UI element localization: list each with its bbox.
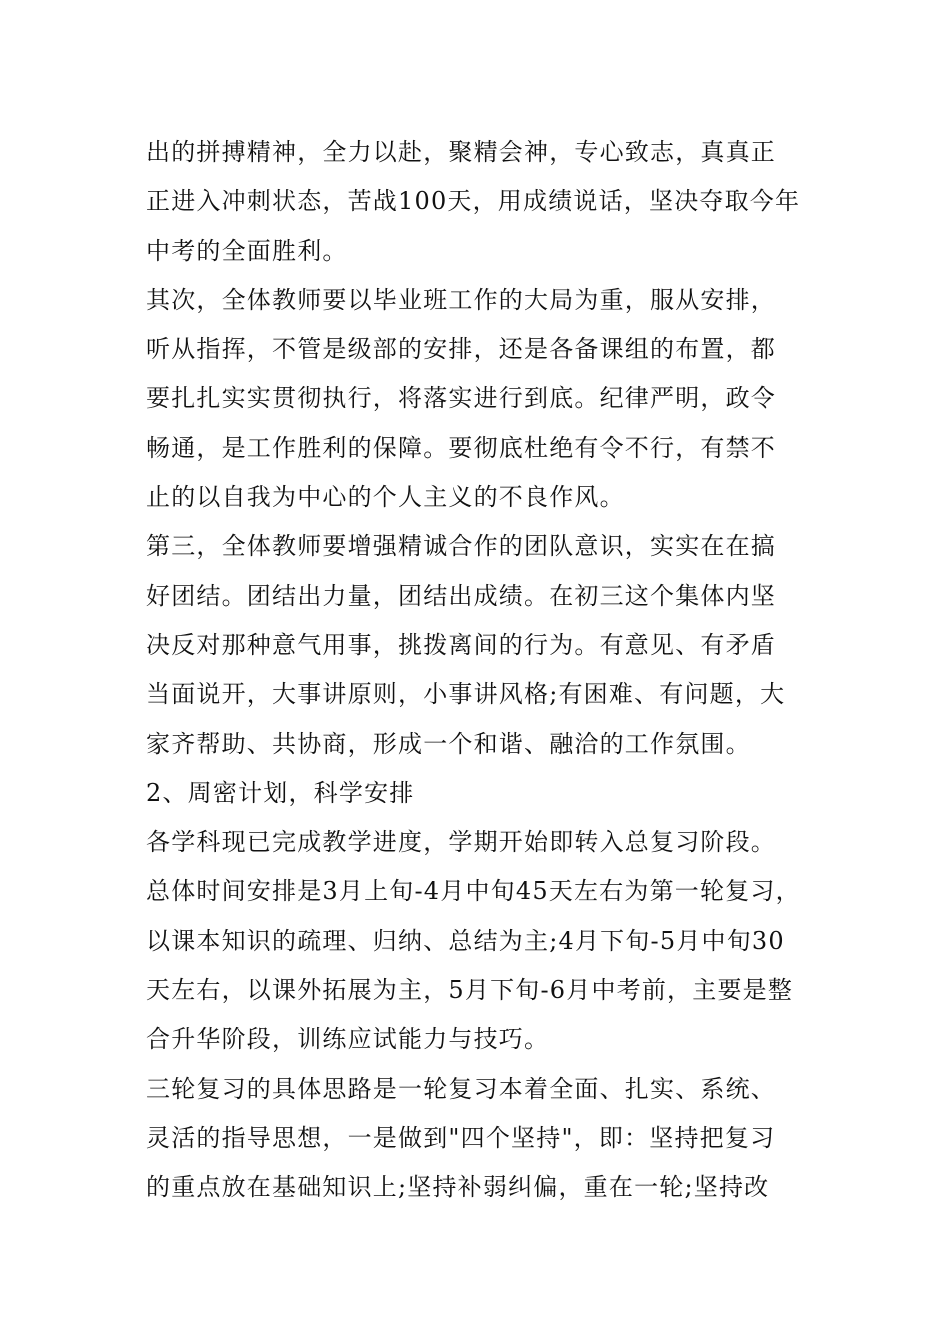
section-heading: 2、周密计划，科学安排	[146, 778, 415, 807]
text-line: 各学科现已完成教学进度，学期开始即转入总复习阶段。	[146, 828, 776, 857]
text-line: 第三，全体教师要增强精诚合作的团队意识，实实在在搞	[146, 532, 776, 561]
text-line: 出的拼搏精神，全力以赴，聚精会神，专心致志，真真正	[146, 138, 776, 166]
text-line: 正进入冲刺状态，苦战100天，用成绩说话，坚决夺取今年	[146, 187, 801, 216]
text-line: 好团结。团结出力量，团结出成绩。在初三这个集体内坚	[146, 581, 776, 610]
text-line: 家齐帮助、共协商，形成一个和谐、融洽的工作氛围。	[146, 729, 751, 758]
document-body	[146, 128, 810, 1213]
text-line: 止的以自我为中心的个人主义的不良作风。	[146, 483, 625, 512]
text-line: 天左右，以课外拓展为主，5月下旬-6月中考前，主要是整	[146, 976, 794, 1005]
text-line: 合升华阶段，训练应试能力与技巧。	[146, 1025, 550, 1054]
text-line: 其次，全体教师要以毕业班工作的大局为重，服从安排，	[146, 285, 776, 314]
text-line: 畅通，是工作胜利的保障。要彻底杜绝有令不行，有禁不	[146, 433, 776, 462]
text-line: 当面说开，大事讲原则，小事讲风格;有困难、有问题，大	[146, 680, 786, 709]
text-line: 三轮复习的具体思路是一轮复习本着全面、扎实、系统、	[146, 1074, 776, 1103]
text-line: 总体时间安排是3月上旬-4月中旬45天左右为第一轮复习，	[146, 877, 801, 906]
text-line: 听从指挥，不管是级部的安排，还是各备课组的布置，都	[146, 335, 776, 364]
text-line: 的重点放在基础知识上;坚持补弱纠偏，重在一轮;坚持改	[146, 1173, 770, 1202]
text-line: 决反对那种意气用事，挑拨离间的行为。有意见、有矛盾	[146, 630, 776, 659]
text-line: 要扎扎实实贯彻执行，将落实进行到底。纪律严明，政令	[146, 384, 776, 413]
text-line: 中考的全面胜利。	[146, 236, 348, 265]
text-line: 以课本知识的疏理、归纳、总结为主;4月下旬-5月中旬30	[146, 926, 785, 955]
text-line: 灵活的指导思想，一是做到"四个坚持"，即：坚持把复习	[146, 1123, 776, 1152]
